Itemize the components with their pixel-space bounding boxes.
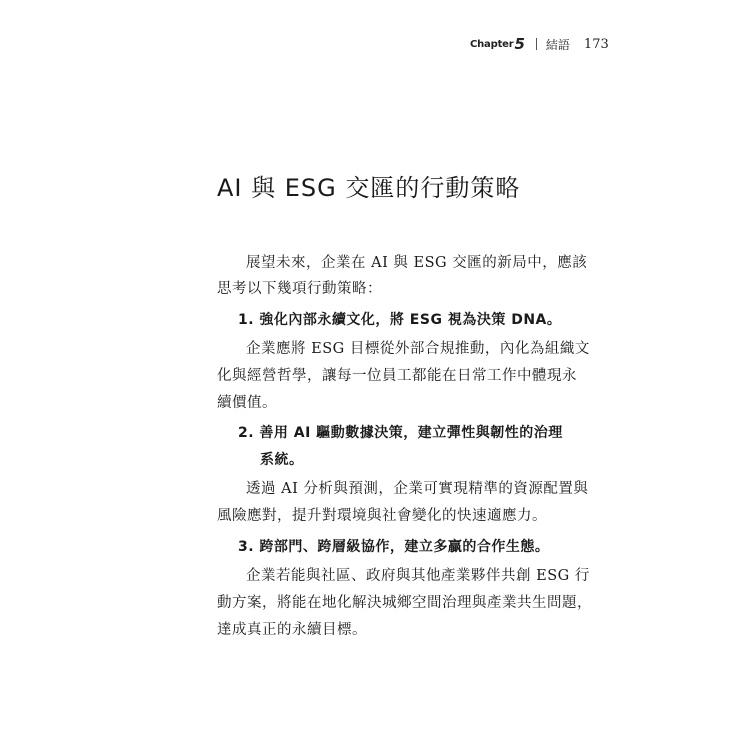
chapter-number: 5 [514, 35, 525, 53]
strategy-1-heading: 1. 強化內部永續文化，將 ESG 視為決策 DNA。 [238, 312, 562, 328]
chapter-title: 結語 [545, 37, 570, 52]
intro-line-2: 思考以下幾項行動策略： [217, 281, 382, 297]
running-header [470, 34, 620, 54]
strategy-2-heading-line-2: 系統。 [260, 452, 304, 468]
intro-line-1: 展望未來，企業在 AI 與 ESG 交匯的新局中，應該 [246, 255, 588, 271]
strategy-3-body-line-2: 動方案，將能在地化解決城鄉空間治理與產業共生問題， [217, 595, 592, 611]
strategy-1-body-line-3: 續價值。 [217, 395, 277, 411]
section-title: AI 與 ESG 交匯的行動策略 [217, 174, 521, 202]
strategy-1-body-line-1: 企業應將 ESG 目標從外部合規推動，內化為組織文 [246, 341, 590, 357]
strategy-3-body-line-1: 企業若能與社區、政府與其他產業夥伴共創 ESG 行 [246, 568, 590, 584]
chapter-label: Chapter [470, 38, 514, 50]
header-divider [536, 38, 537, 50]
page-number: 173 [583, 36, 609, 52]
strategy-3-body-line-3: 達成真正的永續目標。 [217, 622, 367, 638]
strategy-2-body-line-1: 透過 AI 分析與預測，企業可實現精準的資源配置與 [246, 481, 589, 497]
strategy-2-body-line-2: 風險應對，提升對環境與社會變化的快速適應力。 [217, 508, 547, 524]
strategy-1-body-line-2: 化與經營哲學，讓每一位員工都能在日常工作中體現永 [217, 368, 577, 384]
strategy-2-heading-line-1: 2. 善用 AI 驅動數據決策，建立彈性與韌性的治理 [238, 425, 563, 441]
strategy-3-heading: 3. 跨部門、跨層級協作，建立多贏的合作生態。 [238, 539, 550, 555]
